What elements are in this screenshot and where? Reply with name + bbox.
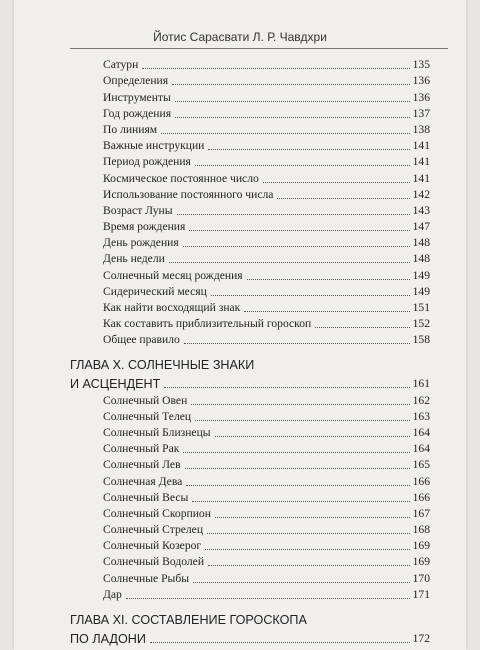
toc-entry-label: Инструменты (103, 90, 171, 104)
toc-entry-page: 169 (412, 539, 430, 553)
toc-entry (70, 153, 430, 169)
leader-dots (207, 532, 410, 534)
toc-entry-label: Солнечный Стрелец (103, 523, 204, 537)
toc-entry-page: 168 (412, 523, 430, 537)
chapter-10-title-line1: ГЛАВА X. СОЛНЕЧНЫЕ ЗНАКИ (70, 358, 255, 373)
toc-entry-label: Как составить приблизительный гороскоп (103, 317, 312, 331)
toc-entry (70, 121, 430, 137)
toc-entry-page: 163 (412, 409, 430, 423)
leader-dots (172, 83, 410, 85)
chapter-11-page: 172 (412, 631, 430, 645)
leader-dots (183, 245, 410, 247)
toc-entry-label: Использование постоянного числа (103, 187, 274, 201)
toc-entry-page: 141 (412, 139, 430, 153)
chapter-10-title-row (70, 373, 430, 391)
chapter-11-title-line2: ПО ЛАДОНИ (70, 631, 146, 646)
toc-entry-page: 141 (412, 171, 430, 185)
toc-entry (70, 234, 430, 250)
toc-entry-page: 166 (412, 490, 430, 504)
toc-entry-page: 165 (412, 458, 430, 472)
toc-entry-label: Солнечный Близнецы (103, 425, 211, 439)
toc-entry-label: День недели (103, 252, 165, 266)
leader-dots (315, 326, 409, 328)
toc-entry (70, 250, 430, 266)
book-page (14, 0, 466, 650)
toc-entry-page: 142 (412, 187, 430, 201)
toc-entry-page: 164 (412, 442, 430, 456)
toc-entry-page: 143 (412, 203, 430, 217)
toc-entry-label: По линиям (103, 122, 158, 136)
toc-entry (70, 56, 430, 72)
chapter-10-page: 161 (412, 377, 430, 391)
leader-dots (161, 132, 409, 134)
leader-dots (142, 67, 409, 69)
toc-entry-page: 169 (412, 555, 430, 569)
toc-entry (70, 283, 430, 299)
leader-dots (177, 213, 410, 215)
toc-entry-page: 136 (412, 74, 430, 88)
toc-entry (70, 424, 430, 440)
toc-entry-label: Солнечный Телец (103, 409, 192, 423)
toc-entry-label: День рождения (103, 236, 179, 250)
table-of-contents (70, 56, 430, 646)
toc-entry (70, 537, 430, 553)
toc-entry-label: Солнечный Скорпион (103, 506, 211, 520)
toc-entry-label: Космическое постоянное число (103, 171, 259, 185)
toc-entry-label: Солнечная Дева (103, 474, 183, 488)
toc-section-1 (70, 56, 430, 347)
toc-entry-label: Возраст Луны (103, 203, 173, 217)
toc-entry (70, 440, 430, 456)
toc-entry (70, 521, 430, 537)
toc-entry (70, 505, 430, 521)
toc-entry (70, 408, 430, 424)
toc-entry-label: Солнечный Весы (103, 490, 189, 504)
toc-entry-page: 152 (412, 317, 430, 331)
toc-entry-label: Дар (103, 587, 122, 601)
leader-dots (215, 516, 410, 518)
toc-entry-label: Общее правило (103, 333, 180, 347)
toc-entry-page: 166 (412, 474, 430, 488)
toc-entry-label: Солнечный месяц рождения (103, 268, 243, 282)
leader-dots (195, 419, 410, 421)
toc-entry-page: 137 (412, 106, 430, 120)
leader-dots (193, 581, 410, 583)
leader-dots (208, 148, 409, 150)
toc-entry-page: 151 (412, 301, 430, 314)
toc-entry-page: 135 (412, 58, 430, 72)
toc-entry-label: Сидерический месяц (103, 284, 207, 298)
toc-entry-page: 138 (412, 122, 430, 136)
leader-dots (195, 164, 410, 166)
toc-entry-page: 148 (412, 236, 430, 250)
leader-dots (184, 342, 410, 344)
leader-dots (175, 116, 410, 118)
leader-dots (186, 484, 409, 486)
toc-entry (70, 315, 430, 331)
header-rule (70, 48, 448, 49)
toc-entry-label: Важные инструкции (103, 139, 205, 153)
toc-entry (70, 331, 430, 347)
toc-entry-page: 162 (412, 393, 430, 407)
chapter-11-title-row (70, 628, 430, 646)
toc-entry-label: Солнечный Лев (103, 458, 181, 472)
toc-entry (70, 553, 430, 569)
leader-dots (215, 435, 410, 437)
toc-entry-label: Год рождения (103, 106, 172, 120)
toc-entry-page: 149 (412, 268, 430, 282)
toc-entry (70, 489, 430, 505)
leader-dots (244, 310, 409, 312)
leader-dots (192, 500, 409, 502)
leader-dots (183, 451, 409, 453)
toc-entry-page: 147 (412, 220, 430, 234)
leader-dots (205, 548, 409, 550)
toc-entry-label: Солнечный Козерог (103, 539, 202, 553)
toc-entry-page: 158 (412, 333, 430, 347)
toc-entry-page: 148 (412, 252, 430, 266)
toc-entry-page: 149 (412, 284, 430, 298)
leader-dots (211, 294, 410, 296)
chapter-10-title-line2: И АСЦЕНДЕНТ (70, 377, 161, 392)
toc-entry-label: Солнечные Рыбы (103, 571, 190, 585)
toc-entry-label: Солнечный Водолей (103, 555, 205, 569)
toc-entry (70, 586, 430, 602)
leader-dots (175, 100, 410, 102)
leader-dots (150, 641, 410, 643)
toc-entry-label: Сатурн (103, 58, 139, 72)
toc-entry (70, 472, 430, 488)
toc-entry-page: 170 (412, 571, 430, 585)
leader-dots (208, 564, 410, 566)
chapter-10-heading (70, 357, 430, 391)
toc-entry (70, 88, 430, 104)
toc-entry (70, 456, 430, 472)
toc-entry-label: Как найти восходящий знак (103, 301, 241, 314)
leader-dots (185, 467, 410, 469)
leader-dots (247, 278, 410, 280)
toc-entry-label: Период рождения (103, 155, 191, 169)
toc-entry (70, 299, 430, 315)
leader-dots (263, 181, 410, 183)
chapter-11-heading (70, 612, 430, 646)
toc-entry-label: Определения (103, 74, 169, 88)
leader-dots (169, 261, 410, 263)
toc-entry-page: 164 (412, 425, 430, 439)
toc-entry (70, 218, 430, 234)
toc-entry (70, 186, 430, 202)
toc-entry-label: Солнечный Овен (103, 393, 188, 407)
toc-entry-page: 171 (412, 587, 430, 601)
toc-entry-page: 167 (412, 506, 430, 520)
chapter-11-title-line1: ГЛАВА XI. СОСТАВЛЕНИЕ ГОРОСКОПА (70, 612, 307, 627)
leader-dots (277, 197, 409, 199)
toc-entry (70, 266, 430, 282)
running-header: Йотис Сарасвати Л. Р. Чавдхри (153, 30, 327, 44)
leader-dots (191, 403, 409, 405)
toc-entry-label: Время рождения (103, 220, 186, 234)
toc-entry-page: 136 (412, 90, 430, 104)
leader-dots (164, 386, 409, 388)
toc-entry (70, 137, 430, 153)
toc-entry (70, 391, 430, 407)
leader-dots (126, 597, 410, 599)
toc-section-2 (70, 391, 430, 601)
toc-entry (70, 569, 430, 585)
toc-entry-page: 141 (412, 155, 430, 169)
toc-entry (70, 202, 430, 218)
leader-dots (189, 229, 409, 231)
toc-entry (70, 169, 430, 185)
toc-entry (70, 72, 430, 88)
toc-entry (70, 105, 430, 121)
toc-entry-label: Солнечный Рак (103, 442, 180, 456)
